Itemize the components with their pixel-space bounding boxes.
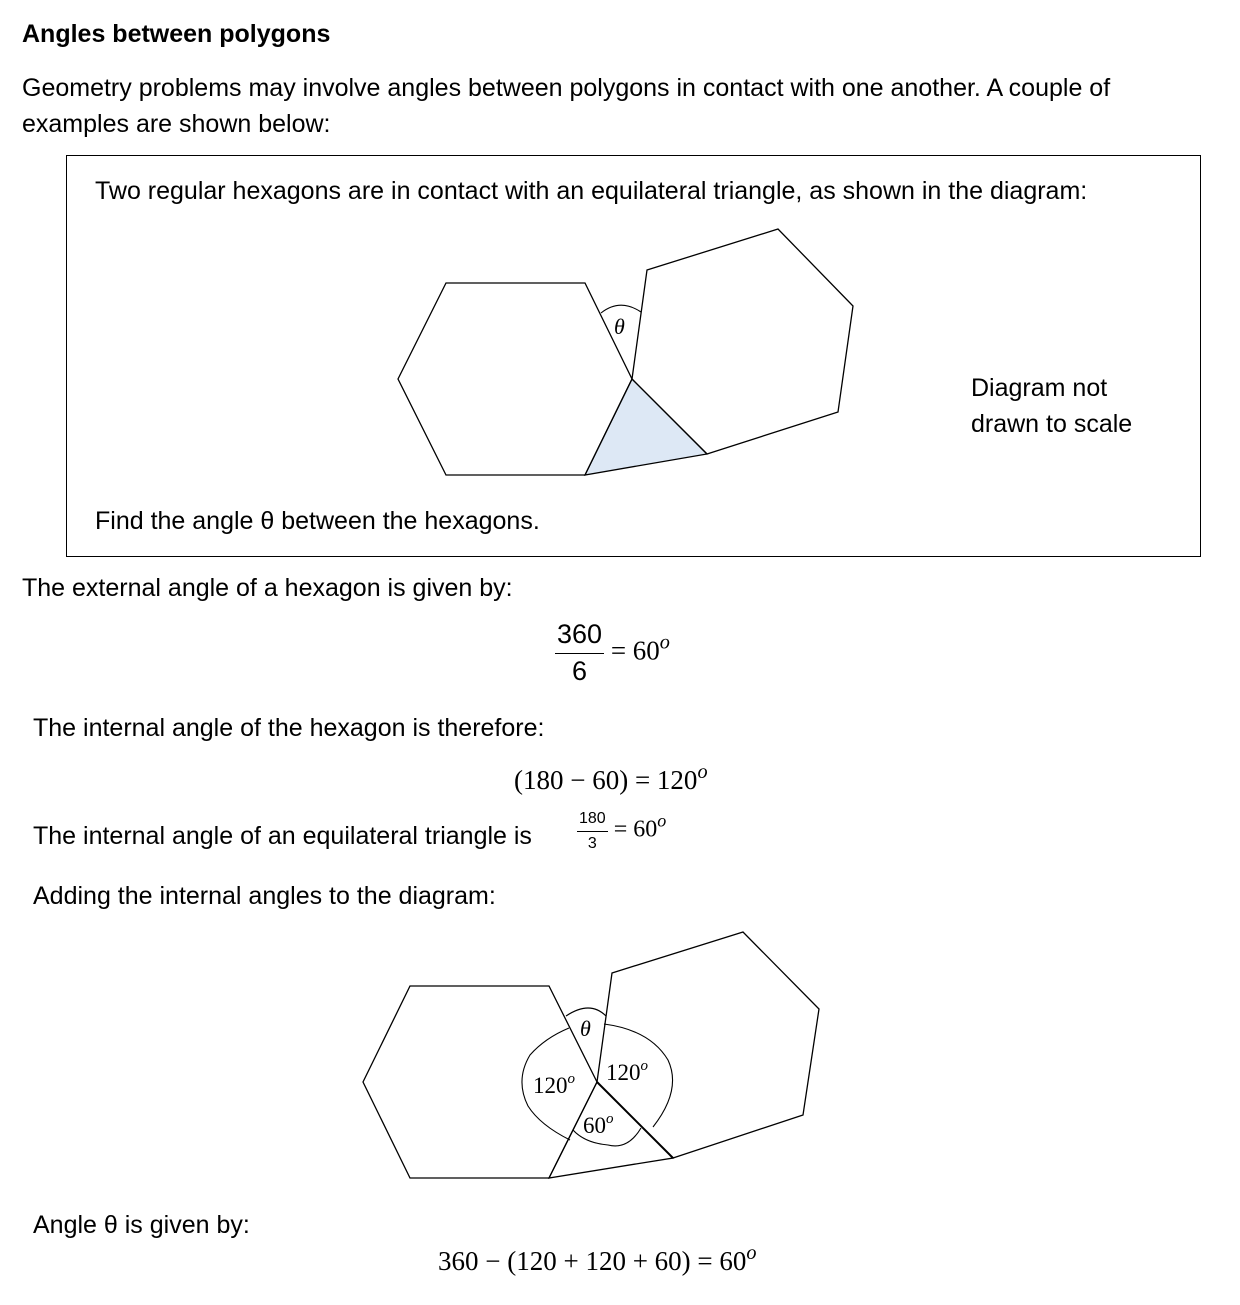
triangle-fraction	[577, 810, 608, 852]
degree-mark: o	[697, 761, 708, 783]
degree-mark: o	[659, 631, 670, 654]
left-angle-label: 120$^o$	[533, 1071, 575, 1098]
external-fraction	[555, 620, 604, 686]
degree-mark: o	[657, 810, 667, 831]
problem-text: Two regular hexagons are in contact with an equilateral triangle, as shown in the diagram:	[95, 177, 1088, 205]
internal-equation-text: (180 − 60) = 120	[514, 765, 698, 796]
diagram-note-line-2: drawn to scale	[971, 410, 1133, 438]
left-hexagon	[398, 283, 632, 475]
intro-line-1: Geometry problems may involve angles between polygons in contact with one another. A couple of	[22, 74, 1111, 102]
final-intro: Angle θ is given by:	[33, 1211, 250, 1239]
final-equation	[438, 1242, 757, 1277]
fraction-denominator: 3	[587, 834, 597, 852]
fraction-numerator: 360	[557, 619, 603, 649]
theta-label: θ	[614, 314, 625, 339]
page-heading: Angles between polygons	[22, 20, 331, 48]
right-hexagon	[597, 932, 819, 1158]
fraction-denominator: 6	[572, 655, 588, 686]
hexagon-diagram	[0, 0, 1240, 560]
internal-angle-equation	[514, 761, 708, 796]
external-result: = 60	[610, 635, 660, 666]
degree-mark: o	[746, 1242, 757, 1264]
internal-angle-intro: The internal angle of the hexagon is therefore:	[33, 714, 545, 742]
diagram-note-line-1: Diagram not	[971, 374, 1108, 402]
fraction-bar	[555, 653, 604, 654]
external-angle-intro: The external angle of a hexagon is given by:	[22, 574, 513, 602]
triangle-angle-equation	[577, 810, 666, 852]
triangle-result: = 60	[613, 816, 658, 843]
triangle-angle-label: 60$^o$	[583, 1111, 614, 1138]
annotated-diagram	[0, 920, 1240, 1200]
diagram-intro: Adding the internal angles to the diagram:	[33, 882, 496, 910]
question-text: Find the angle θ between the hexagons.	[95, 507, 540, 535]
external-angle-equation	[555, 620, 670, 686]
theta-label: θ	[580, 1016, 591, 1041]
right-angle-label: 120$^o$	[606, 1058, 648, 1085]
triangle-angle-intro: The internal angle of an equilateral triangle is	[33, 822, 532, 850]
fraction-numerator: 180	[579, 810, 606, 827]
theta-arc	[601, 305, 641, 313]
final-equation-text: 360 − (120 + 120 + 60) = 60	[438, 1246, 747, 1277]
fraction-bar	[577, 831, 608, 832]
intro-line-2: examples are shown below:	[22, 110, 331, 138]
